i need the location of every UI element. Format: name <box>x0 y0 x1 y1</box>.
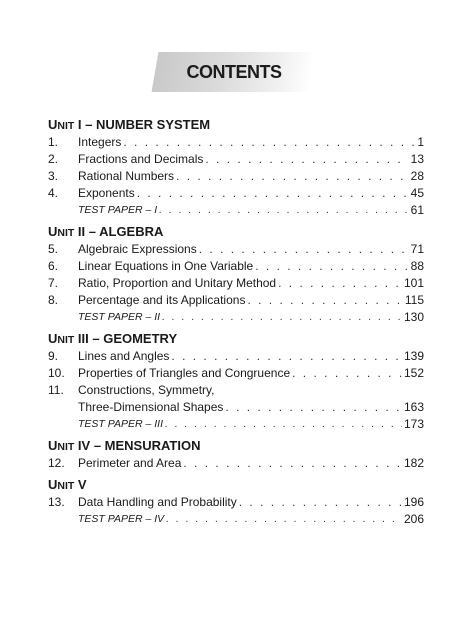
page-number: 88 <box>410 259 424 273</box>
chapter-number: 13. <box>48 495 65 509</box>
chapter-title: Lines and Angles <box>78 349 170 363</box>
dot-leader <box>278 275 402 292</box>
page-title: CONTENTS <box>186 62 282 82</box>
unit-heading-text: I – NUMBER SYSTEM <box>74 117 211 132</box>
unit-heading-initial: U <box>48 117 58 132</box>
dot-leader <box>247 292 402 309</box>
toc-entry <box>48 185 424 202</box>
page-number: 206 <box>403 512 424 526</box>
test-paper-entry <box>48 511 424 528</box>
unit-heading-smallcaps: NIT <box>57 334 75 346</box>
toc-entry <box>48 275 424 292</box>
toc-entry <box>48 134 424 151</box>
unit-heading <box>48 223 424 241</box>
dot-leader <box>183 455 402 472</box>
chapter-title: Three-Dimensional Shapes <box>78 400 224 414</box>
chapter-number: 10. <box>48 366 65 380</box>
chapter-number: 1. <box>48 135 59 149</box>
unit-heading-smallcaps: NIT <box>57 120 75 132</box>
toc-entry <box>48 494 424 511</box>
test-paper-entry <box>48 416 424 433</box>
toc-entry <box>48 258 424 275</box>
test-paper-title: TEST PAPER – IV <box>78 513 165 525</box>
dot-leader <box>166 511 402 528</box>
chapter-title: Properties of Triangles and Congruence <box>78 366 291 380</box>
page-number: 130 <box>403 310 424 324</box>
unit-heading-initial: U <box>48 331 58 346</box>
chapter-number: 11. <box>48 383 64 397</box>
page-number: 152 <box>403 366 424 380</box>
chapter-title: Linear Equations in One Variable <box>78 259 254 273</box>
chapter-title: Fractions and Decimals <box>78 152 204 166</box>
dot-leader <box>165 416 402 433</box>
chapter-number: 4. <box>48 186 59 200</box>
page-number: 61 <box>410 203 424 217</box>
dot-leader <box>292 365 402 382</box>
page-number: 139 <box>403 349 424 363</box>
page-number: 71 <box>410 242 424 256</box>
chapter-title: Data Handling and Probability <box>78 495 237 509</box>
unit-heading-initial: U <box>48 224 58 239</box>
dot-leader <box>137 185 409 202</box>
unit-heading-smallcaps: NIT <box>57 227 75 239</box>
dot-leader <box>255 258 408 275</box>
dot-leader <box>171 348 402 365</box>
page-number: 115 <box>404 293 424 307</box>
chapter-title: Exponents <box>78 186 135 200</box>
unit-heading-text: III – GEOMETRY <box>74 331 178 346</box>
test-paper-entry <box>48 309 424 326</box>
unit-heading <box>48 476 424 494</box>
page-number: 1 <box>417 135 424 149</box>
chapter-title: Integers <box>78 135 122 149</box>
toc-entry <box>48 241 424 258</box>
chapter-title: Rational Numbers <box>78 169 175 183</box>
chapter-title: Ratio, Proportion and Unitary Method <box>78 276 277 290</box>
chapter-number: 5. <box>48 242 59 256</box>
chapter-number: 12. <box>48 456 65 470</box>
toc-entry <box>48 151 424 168</box>
unit-heading <box>48 437 424 455</box>
test-paper-title: TEST PAPER – I <box>78 204 158 216</box>
chapter-number: 8. <box>48 293 59 307</box>
toc-entry <box>48 348 424 365</box>
unit-heading-initial: U <box>48 438 58 453</box>
dot-leader <box>205 151 408 168</box>
page-number: 163 <box>403 400 424 414</box>
chapter-title: Perimeter and Area <box>78 456 182 470</box>
test-paper-entry <box>48 202 424 219</box>
toc-entry <box>48 365 424 382</box>
page-number: 45 <box>410 186 424 200</box>
dot-leader <box>162 309 402 326</box>
page-number: 28 <box>410 169 424 183</box>
dot-leader <box>176 168 409 185</box>
dot-leader <box>199 241 409 258</box>
unit-heading-text: II – ALGEBRA <box>74 224 164 239</box>
dot-leader <box>225 399 402 416</box>
toc-entry-line <box>48 382 424 399</box>
page-number: 196 <box>403 495 424 509</box>
table-of-contents <box>48 116 424 528</box>
chapter-title: Constructions, Symmetry, <box>78 383 215 397</box>
chapter-title: Algebraic Expressions <box>78 242 197 256</box>
toc-entry <box>48 455 424 472</box>
toc-entry <box>48 292 424 309</box>
page-number: 101 <box>403 276 424 290</box>
dot-leader <box>159 202 408 219</box>
toc-entry <box>48 168 424 185</box>
unit-heading-smallcaps: NIT <box>57 480 75 492</box>
chapter-number: 2. <box>48 152 59 166</box>
unit-heading-initial: U <box>48 477 58 492</box>
dot-leader <box>123 134 415 151</box>
page-number: 13 <box>410 152 424 166</box>
chapter-number: 7. <box>48 276 59 290</box>
chapter-title: Percentage and its Applications <box>78 293 246 307</box>
unit-heading-text: IV – MENSURATION <box>74 438 201 453</box>
page-number: 182 <box>403 456 424 470</box>
test-paper-title: TEST PAPER – II <box>78 311 161 323</box>
chapter-number: 9. <box>48 349 59 363</box>
chapter-number: 3. <box>48 169 59 183</box>
page-number: 173 <box>403 417 424 431</box>
unit-heading-smallcaps: NIT <box>57 441 75 453</box>
unit-heading-text: V <box>74 477 87 492</box>
unit-heading <box>48 116 424 134</box>
chapter-number: 6. <box>48 259 59 273</box>
dot-leader <box>239 494 402 511</box>
unit-heading <box>48 330 424 348</box>
toc-entry <box>48 399 424 416</box>
test-paper-title: TEST PAPER – III <box>78 418 163 430</box>
